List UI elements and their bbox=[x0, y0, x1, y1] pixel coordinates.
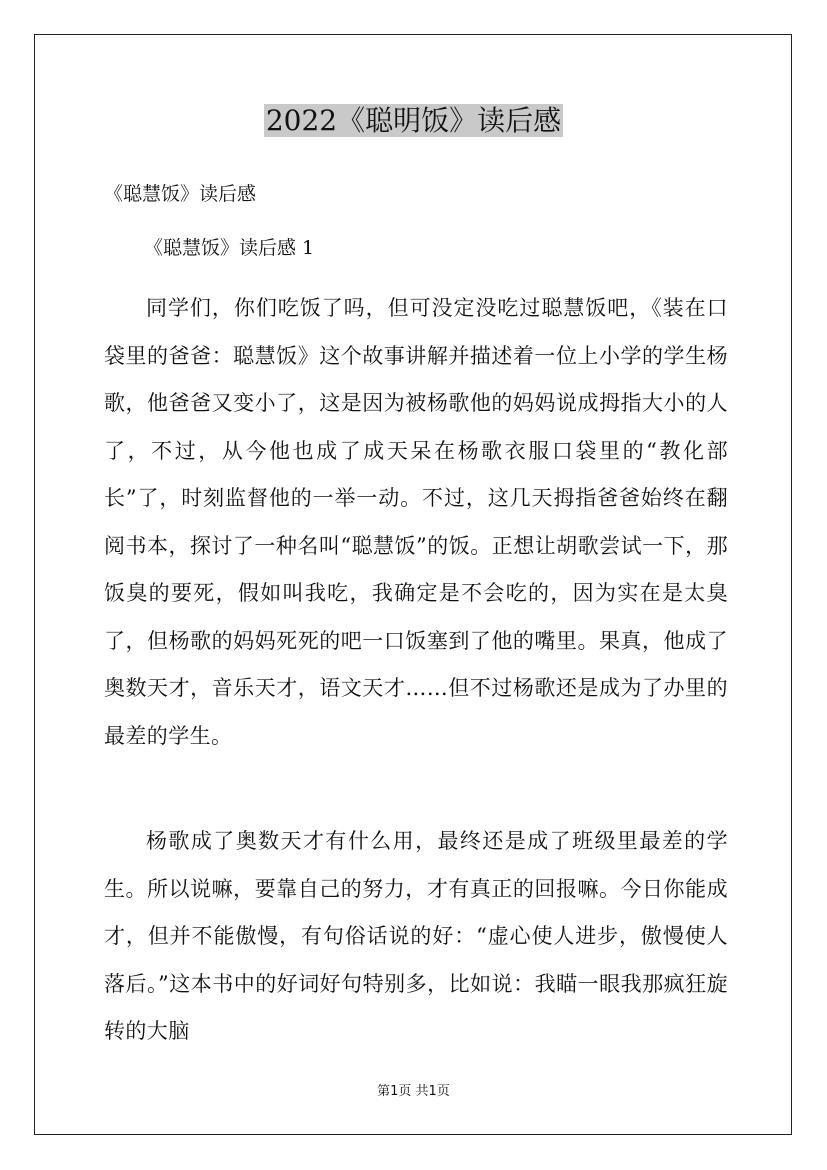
page-footer: 第1页 共1页 bbox=[377, 1084, 450, 1099]
section-heading: 《聪慧饭》读后感 1 bbox=[144, 237, 315, 259]
body-paragraph-2: 杨歌成了奥数天才有什么用，最终还是成了班级里最差的学生。所以说嘛，要靠自己的努力，才有真正的回报嘛。今日你能成才，但并不能傲慢，有句俗话说的好：“虚心使人进步，傲慢使人落后。”这本书中的好词好句特别多，比如说：我瞄一眼我那疯狂旋转的大脑 bbox=[104, 829, 728, 1043]
body-paragraph-1: 同学们，你们吃饭了吗，但可没定没吃过聪慧饭吧，《装在口袋里的爸爸：聪慧饭》这个故事讲解并描述着一位上小学的学生杨歌，他爸爸又变小了，这是因为被杨歌他的妈妈说成拇指大小的人了，不过，从今他也成了成天呆在杨歌衣服口袋里的“教化部长”了，时刻监督他的一举一动。不过，这几天拇指爸爸始终在翻阅书本，探讨了一种名叫“聪慧饭”的饭。正想让胡歌尝试一下，那饭臭的要死，假如叫我吃，我确定是不会吃的，因为实在是太臭了，但杨歌的妈妈死死的吧一口饭塞到了他的嘴里。果真，他成了奥数天才，音乐天才，语文天才……但不过杨歌还是成为了办里的最差的学生。 bbox=[104, 296, 728, 748]
document-subtitle: 《聪慧饭》读后感 bbox=[104, 183, 257, 205]
document-title bbox=[0, 101, 827, 141]
document-title-text: 2022《聪明饭》读后感 bbox=[265, 104, 562, 137]
